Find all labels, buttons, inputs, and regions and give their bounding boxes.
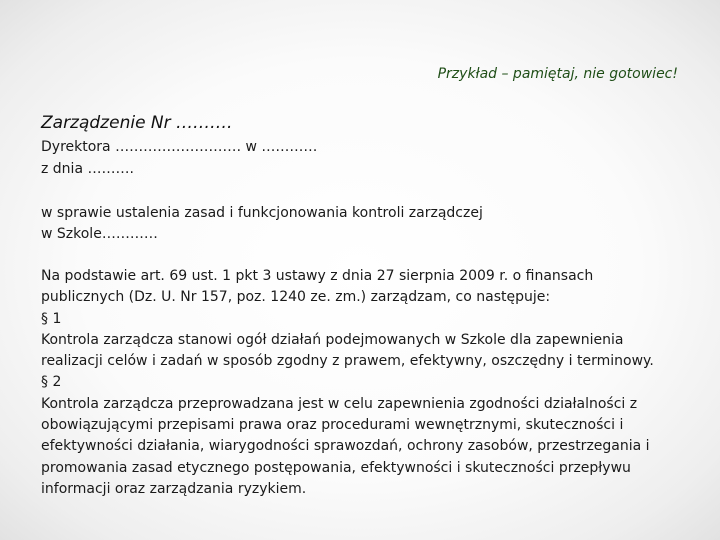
preamble-line-1: Na podstawie art. 69 ust. 1 pkt 3 ustawy z dnia 27 sierpnia 2009 r. o finansach xyxy=(41,268,594,284)
section-2-line-2: obowiązującymi przepisami prawa oraz procedurami wewnętrznymi, skuteczności i xyxy=(41,417,624,434)
subject-line-1: w sprawie ustalenia zasad i funkcjonowania kontroli zarządczej xyxy=(41,205,483,221)
order-body xyxy=(41,266,691,500)
section-1-line-1: Kontrola zarządcza stanowi ogół działań podejmowanych w Szkole dla zapewnienia xyxy=(41,331,624,348)
order-title: Zarządzenie Nr ………. xyxy=(41,113,233,133)
subject-line-2: w Szkole………… xyxy=(41,226,158,242)
section-2-line-5: informacji oraz zarządzania ryzykiem. xyxy=(41,480,307,497)
section-1-line-2: realizacji celów i zadań w sposób zgodny z prawem, efektywny, oszczędny i terminowy. xyxy=(41,353,654,370)
section-2-line-3: efektywności działania, wiarygodności sprawozdań, ochrony zasobów, przestrzegania i xyxy=(41,438,650,455)
preamble-line-2: publicznych (Dz. U. Nr 157, poz. 1240 ze. zm.) zarządzam, co następuje: xyxy=(41,289,551,306)
section-2-marker: § 2 xyxy=(41,374,62,391)
section-2-line-1: Kontrola zarządcza przeprowadzana jest w celu zapewnienia zgodności działalności z xyxy=(41,395,638,412)
section-1-marker: § 1 xyxy=(41,310,62,327)
section-2-line-4: promowania zasad etycznego postępowania, efektywności i skuteczności przepływu xyxy=(41,459,631,476)
date-line: z dnia ………. xyxy=(41,161,134,177)
example-note: Przykład – pamiętaj, nie gotowiec! xyxy=(437,66,678,82)
director-line: Dyrektora ……………………… w ………… xyxy=(41,139,318,155)
